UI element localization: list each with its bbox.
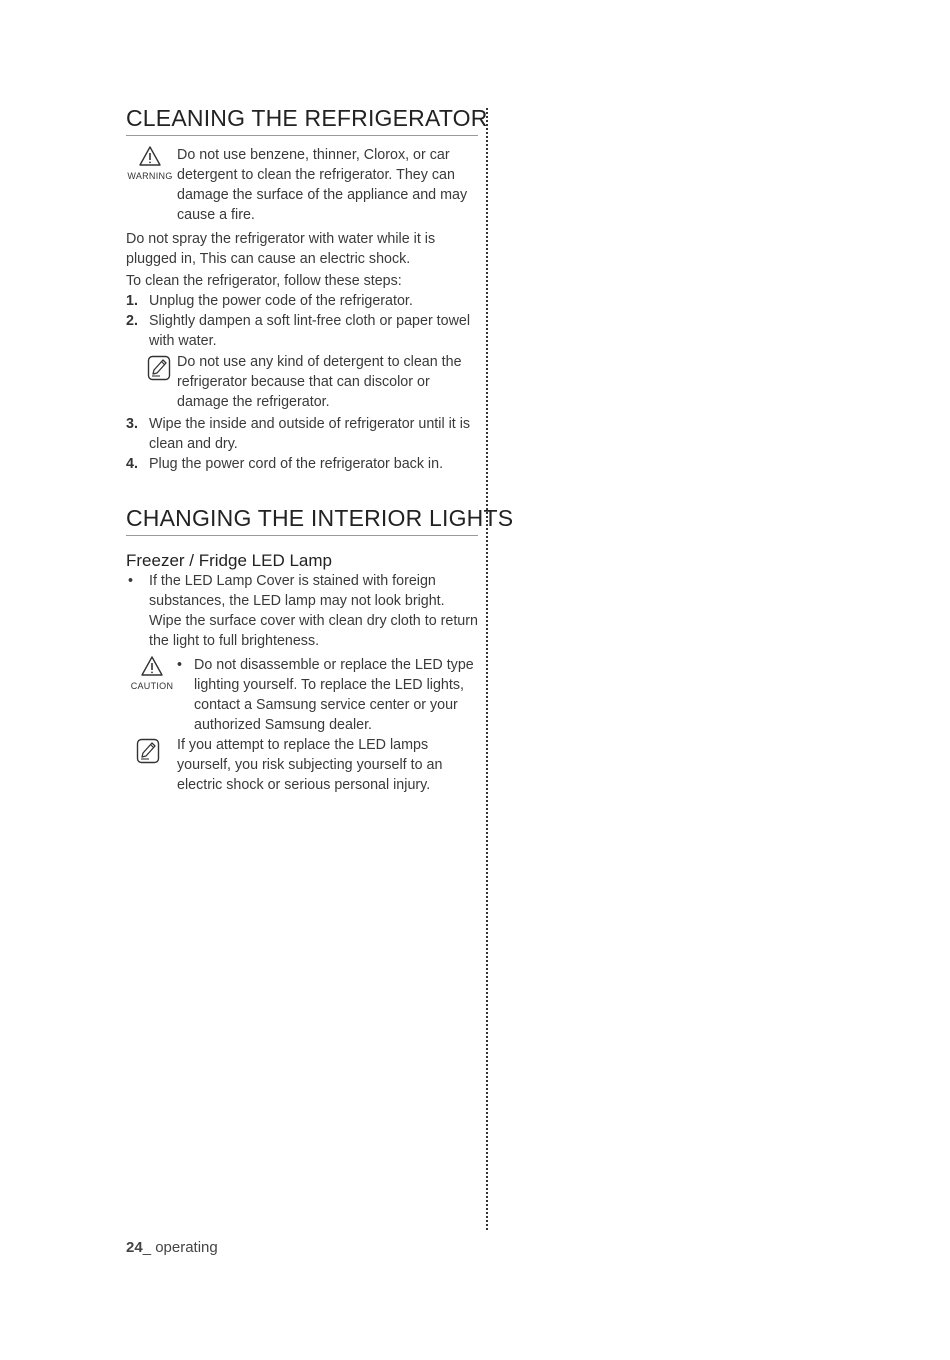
subsection-title-led-lamp: Freezer / Fridge LED Lamp: [126, 551, 332, 570]
step2-note-text: Do not use any kind of detergent to clean the refrigerator because that can discolor or damage the refrigerator.: [177, 354, 462, 410]
list-item: [126, 454, 478, 474]
list-item: [126, 571, 478, 651]
warning-triangle-icon: [139, 146, 161, 166]
bullet-text: If the LED Lamp Cover is stained with foreign substances, the LED lamp may not look bright. Wipe the surface cover with clean dry cloth to return the light to full brighteness.: [149, 573, 478, 649]
caution-icon-group: [126, 656, 178, 691]
bullet-dot: •: [177, 657, 183, 673]
cleaning-paragraph-steps-intro: To clean the refrigerator, follow these steps:: [126, 273, 402, 289]
note-text: If you attempt to replace the LED lamps yourself, you risk subjecting yourself to an electric shock or serious personal injury.: [177, 737, 443, 793]
step-number: 4.: [126, 456, 138, 472]
cleaning-steps-list: [126, 291, 478, 474]
step-text: Slightly dampen a soft lint-free cloth or paper towel with water.: [149, 313, 471, 349]
step-text: Plug the power cord of the refrigerator back in.: [149, 456, 444, 472]
led-bullet-list: [126, 571, 478, 651]
caution-triangle-icon: [141, 656, 163, 676]
step-number: 1.: [126, 293, 138, 309]
list-item: [126, 414, 478, 454]
bullet-dot: •: [128, 573, 134, 589]
step-text: Unplug the power code of the refrigerator.: [149, 293, 413, 309]
section-title-cleaning: CLEANING THE REFRIGERATOR: [126, 104, 478, 136]
list-item: [126, 311, 478, 412]
caution-text: Do not disassemble or replace the LED type lighting yourself. To replace the LED lights, contact a Samsung service center or your authorized Samsung dealer.: [194, 657, 474, 733]
footer-section: _ operating: [142, 1239, 218, 1256]
step-text: Wipe the inside and outside of refrigerator until it is clean and dry.: [149, 416, 471, 452]
list-item: [126, 291, 478, 311]
cleaning-paragraph-water: Do not spray the refrigerator with water while it is plugged in, This can cause an electric shock.: [126, 231, 436, 267]
caution-label: CAUTION: [130, 681, 174, 691]
caution-block: [126, 655, 478, 735]
warning-icon-group: [126, 146, 174, 181]
caution-bullet: [177, 655, 478, 735]
page-footer: [126, 1239, 218, 1256]
content-column: [126, 104, 514, 795]
step2-note: [149, 352, 478, 412]
warning-block: [126, 145, 478, 225]
note-block: [126, 735, 478, 795]
column-divider: [486, 108, 488, 1230]
warning-text: Do not use benzene, thinner, Clorox, or car detergent to clean the refrigerator. They can damage the surface of the appliance and may cause a fire.: [177, 147, 468, 223]
note-pencil-icon: [147, 355, 171, 387]
step-number: 3.: [126, 416, 138, 432]
step-number: 2.: [126, 313, 138, 329]
note-pencil-icon: [136, 738, 160, 769]
section-title-lights: CHANGING THE INTERIOR LIGHTS: [126, 504, 478, 536]
warning-label: WARNING: [127, 171, 173, 181]
page-number: 24: [126, 1239, 143, 1256]
